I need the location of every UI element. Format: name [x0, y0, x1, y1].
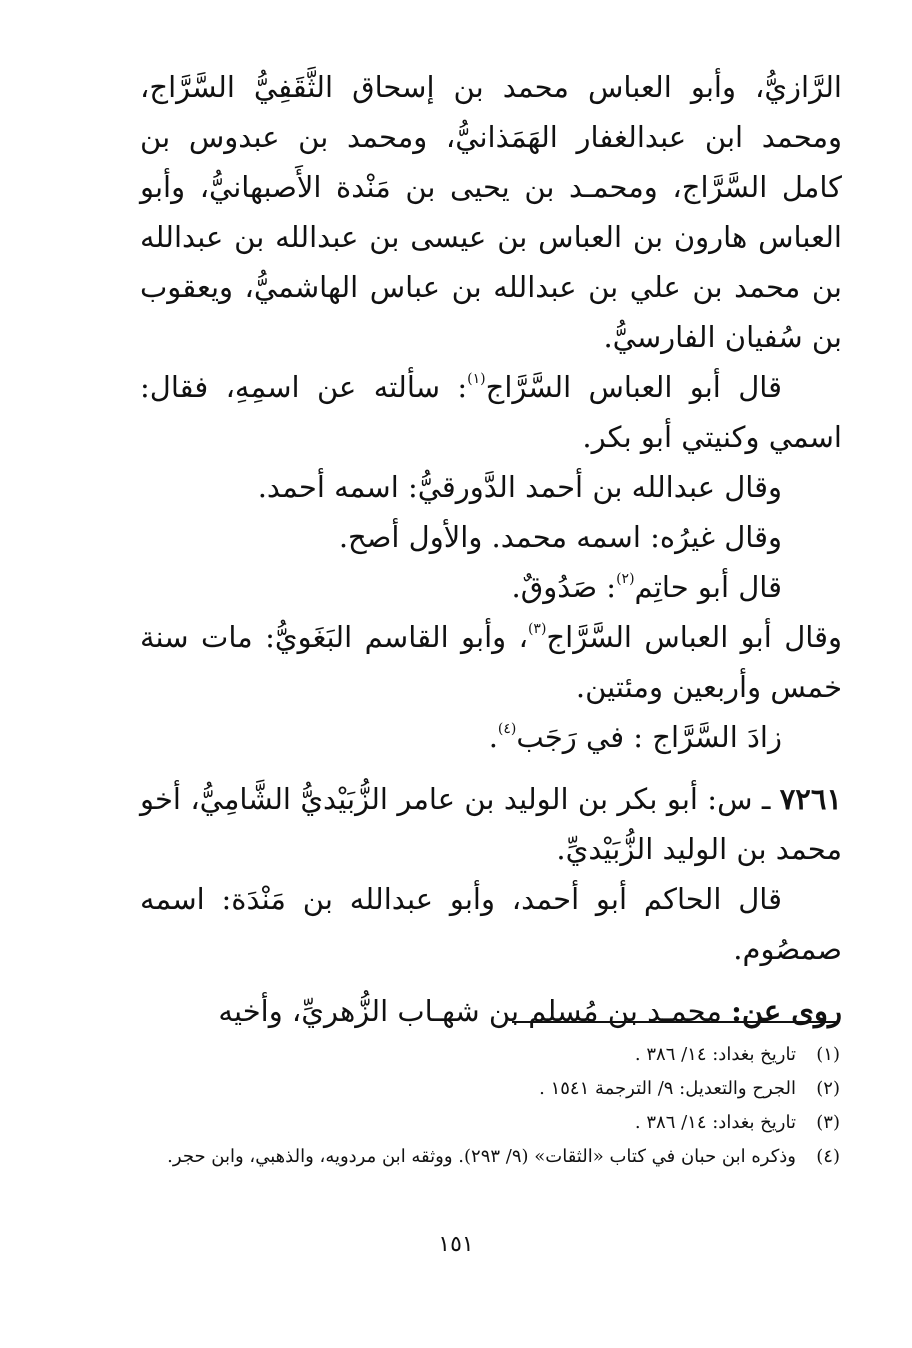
death-year-intro: وقال أبو العباس السَّرَّاج	[546, 620, 842, 654]
footnote-ref-4[interactable]: (٤)	[497, 721, 517, 737]
footnote-1	[140, 1038, 840, 1072]
paragraph-dawraqi: وقال عبدالله بن أحمد الدَّورقيُّ: اسمه أحمد.	[257, 470, 782, 504]
rajab-end: .	[488, 720, 498, 754]
footnote-number: (٣)	[816, 1112, 840, 1133]
abu-hatim-verdict: : صَدُوقٌ.	[511, 570, 617, 604]
paragraph-death-year	[140, 612, 842, 712]
paragraph-abu-hatim	[140, 562, 842, 612]
footnote-ref-1[interactable]: (١)	[467, 371, 486, 387]
page-number: ١٥١	[438, 1232, 474, 1257]
footnotes	[140, 1038, 840, 1174]
footnote-text: الجرح والتعديل: ٩/ الترجمة ١٥٤١ .	[539, 1078, 796, 1099]
paragraph-narrated-from	[140, 986, 842, 1036]
footnote-2	[140, 1072, 840, 1106]
narrated-from-label: روى عن:	[731, 994, 842, 1028]
quote-text: : سألته عن اسمِهِ، فقال: اسمي وكنيتي أبو بكر.	[140, 370, 842, 454]
entry-number: ٧٢٦١	[779, 782, 842, 816]
paragraph-rajab	[140, 712, 842, 762]
footnote-4	[140, 1140, 840, 1174]
narrated-from-text: محمـد بن مُسلم بن شهـاب الزُّهريِّ، وأخيه	[218, 994, 732, 1028]
entry-title: ـ س: أبو بكر بن الوليد بن عامر الزُّبَيْديُّ الشَّامِيُّ، أخو محمد بن الوليد الزُّبَيْديِّ.	[140, 782, 842, 866]
paragraph-hakim: قال الحاكم أبو أحمد، وأبو عبدالله بن مَنْدَة: اسمه صمصُوم.	[140, 882, 842, 966]
footnote-3	[140, 1106, 840, 1140]
footnote-number: (٢)	[816, 1078, 840, 1099]
abu-hatim-label: قال أبو حاتِم	[634, 570, 782, 604]
footnote-separator	[512, 1021, 836, 1023]
footnote-ref-3[interactable]: (٣)	[527, 621, 547, 637]
main-text	[140, 62, 842, 1036]
footnote-text: تاريخ بغداد: ١٤/ ٣٨٦ .	[634, 1112, 796, 1133]
paragraph-sarraj-quote	[140, 362, 842, 462]
footnote-ref-2[interactable]: (٢)	[616, 571, 635, 587]
footnote-number: (٤)	[816, 1146, 840, 1167]
death-year-text: ، وأبو القاسم البَغَويُّ: مات سنة خمس وأربعين ومئتين.	[140, 620, 842, 704]
paragraph-others: وقال غيرُه: اسمه محمد. والأول أصح.	[338, 520, 782, 554]
quote-intro: قال أبو العباس السَّرَّاج	[485, 370, 783, 404]
entry-heading	[140, 774, 842, 874]
paragraph-narrators-list: الرَّازيُّ، وأبو العباس محمد بن إسحاق الثَّقَفِيُّ السَّرَّاج، ومحمد ابن عبدالغفار الهَمَذانيُّ، ومحمد بن عبدوس بن كامل السَّرَّاج، ومحمـد بن يحيى بن مَنْدة الأَصبهانيُّ، وأبو العباس هارون بن العباس بن عيسى بن عبدالله بن عبدالله بن محمد بن علي بن عبدالله بن عباس الهاشميُّ، ويعقوب بن سُفيان الفارسيُّ.	[140, 70, 842, 354]
footnote-number: (١)	[816, 1044, 840, 1065]
footnote-text: وذكره ابن حبان في كتاب «الثقات» (٩/ ٢٩٣). ووثقه ابن مردويه، والذهبي، وابن حجر.	[167, 1146, 796, 1167]
rajab-text: زادَ السَّرَّاج : في رَجَب	[516, 720, 782, 754]
footnote-text: تاريخ بغداد: ١٤/ ٣٨٦ .	[634, 1044, 796, 1065]
